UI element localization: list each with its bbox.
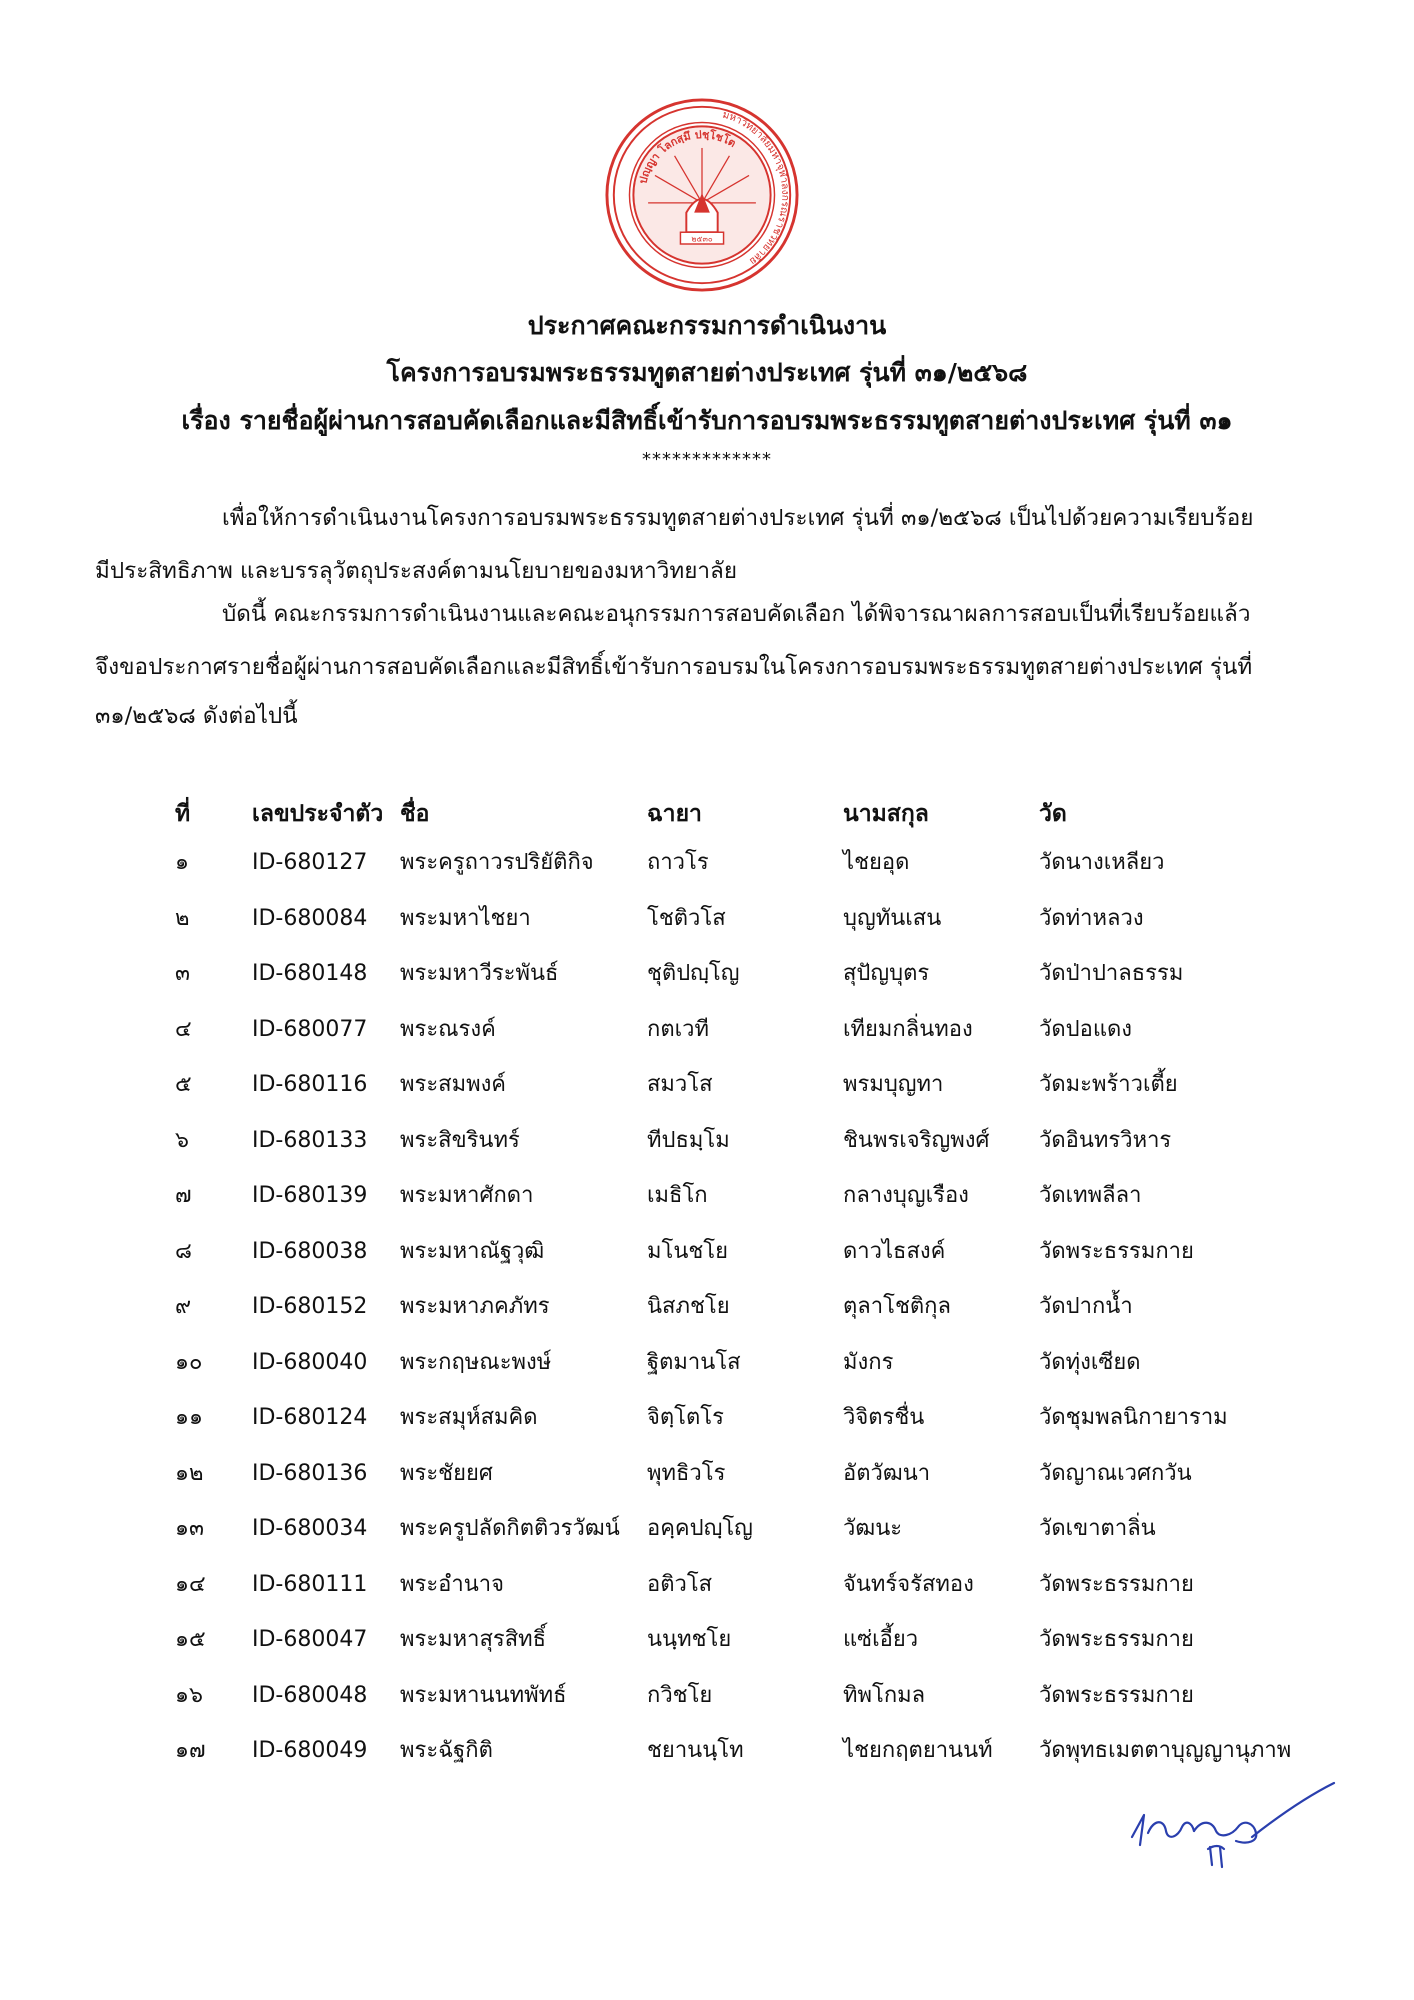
paragraph-1-line-2: มีประสิทธิภาพ และบรรลุวัตถุประสงค์ตามนโยบายของมหาวิทยาลัย — [95, 558, 737, 584]
paragraph-1-line-1: เพื่อให้การดำเนินงานโครงการอบรมพระธรรมทูตสายต่างประเทศ รุ่นที่ ๓๑/๒๕๖๘ เป็นไปด้วยความเรียบร้อย — [222, 505, 1254, 531]
table-row — [0, 1343, 1414, 1383]
table-row — [0, 1176, 1414, 1216]
name: พระครูถาวรปริยัติกิจ — [400, 850, 594, 875]
monastic-name: กวิชโย — [647, 1682, 713, 1708]
id-number: ID-680034 — [252, 1516, 368, 1541]
paragraph-2-line-1: บัดนี้ คณะกรรมการดำเนินงานและคณะอนุกรรมการสอบคัดเลือก ได้พิจารณาผลการสอบเป็นที่เรียบร้อยแล้ว — [222, 601, 1251, 627]
signature-icon — [1120, 1775, 1340, 1875]
id-number: ID-680111 — [252, 1571, 368, 1597]
paragraph-2-line-2: จึงขอประกาศรายชื่อผู้ผ่านการสอบคัดเลือกและมีสิทธิ์เข้ารับการอบรมในโครงการอบรมพระธรรมทูตสายต่างประเทศ รุ่นที่ — [95, 654, 1253, 680]
monastic-name: กตเวที — [647, 1016, 709, 1042]
surname: อัตวัฒนา — [843, 1460, 931, 1486]
subject-line: เรื่อง รายชื่อผู้ผ่านการสอบคัดเลือกและมีสิทธิ์เข้ารับการอบรมพระธรรมทูตสายต่างประเทศ รุ่นที่ ๓๑ — [181, 406, 1233, 435]
row-number: ๑๐ — [175, 1349, 203, 1375]
row-number: ๗ — [175, 1183, 192, 1208]
name: พระมหาไชยา — [400, 905, 531, 931]
monastic-name: จิตฺโตโร — [647, 1405, 724, 1430]
row-number: ๕ — [175, 1072, 192, 1097]
row-number: ๙ — [175, 1294, 192, 1319]
monastic-name: มโนชโย — [647, 1238, 728, 1264]
surname: วิจิตรชื่น — [843, 1405, 925, 1430]
row-number: ๔ — [175, 1016, 192, 1042]
table-row — [0, 1232, 1414, 1272]
id-number: ID-680077 — [252, 1016, 368, 1042]
id-number: ID-680127 — [252, 850, 368, 875]
header-no: ที่ — [175, 801, 191, 827]
temple: วัดพระธรรมกาย — [1039, 1627, 1194, 1652]
name: พระมหาวีระพันธ์ — [400, 961, 559, 986]
header-temple: วัด — [1039, 801, 1067, 827]
surname: ไชยกฤตยานนท์ — [843, 1738, 993, 1763]
row-number: ๑๕ — [175, 1627, 206, 1652]
name: พระครูปลัดกิตติวรวัฒน์ — [400, 1516, 620, 1541]
table-row — [0, 1454, 1414, 1494]
surname: ตุลาโชติกุล — [843, 1294, 951, 1319]
id-number: ID-680133 — [252, 1127, 368, 1153]
temple: วัดมะพร้าวเตี้ย — [1039, 1072, 1178, 1097]
header-id: เลขประจำตัว — [252, 801, 384, 827]
temple: วัดพุทธเมตตาบุญญานุภาพ — [1039, 1738, 1292, 1763]
table-header-row — [0, 794, 1414, 834]
row-number: ๓ — [175, 961, 191, 986]
seal-top-text: ปญฺญา โลกสฺมึ ปชฺโชโต — [636, 128, 739, 186]
id-number: ID-680048 — [252, 1682, 368, 1708]
name: พระมหาณัฐวุฒิ — [400, 1238, 545, 1264]
row-number: ๑๑ — [175, 1405, 203, 1430]
row-number: ๑๔ — [175, 1571, 206, 1597]
table-row — [0, 1620, 1414, 1660]
temple: วัดปอแดง — [1039, 1016, 1133, 1042]
name: พระสมพงค์ — [400, 1072, 507, 1097]
name: พระสมุห์สมคิด — [400, 1405, 538, 1430]
surname: ดาวไธสงค์ — [843, 1238, 946, 1264]
row-number: ๑๗ — [175, 1738, 206, 1763]
monastic-name: นิสภชโย — [647, 1294, 730, 1319]
surname: ไชยอุด — [843, 850, 910, 875]
name: พระชัยยศ — [400, 1460, 493, 1486]
id-number: ID-680038 — [252, 1238, 368, 1264]
surname: บุญทันเสน — [843, 905, 942, 931]
id-number: ID-680148 — [252, 961, 368, 986]
table-row — [0, 899, 1414, 939]
name: พระณรงค์ — [400, 1016, 496, 1042]
row-number: ๖ — [175, 1127, 189, 1153]
temple: วัดพระธรรมกาย — [1039, 1571, 1194, 1597]
row-number: ๒ — [175, 905, 190, 931]
table-row — [0, 1676, 1414, 1716]
surname: ทิพโกมล — [843, 1682, 926, 1708]
temple: วัดพระธรรมกาย — [1039, 1238, 1194, 1264]
monastic-name: นนฺทชโย — [647, 1627, 732, 1652]
temple: วัดท่าหลวง — [1039, 905, 1144, 931]
temple: วัดเทพลีลา — [1039, 1183, 1142, 1208]
paragraph-2-line-3: ๓๑/๒๕๖๘ ดังต่อไปนี้ — [95, 703, 298, 729]
temple: วัดอินทรวิหาร — [1039, 1127, 1172, 1153]
name: พระสิขรินทร์ — [400, 1127, 520, 1153]
row-number: ๑๒ — [175, 1460, 204, 1486]
seal-ring-text: มหาวิทยาลัยมหาจุฬาลงกรณราชวิทยาลัย — [721, 108, 792, 268]
header-surname: นามสกุล — [843, 801, 929, 827]
row-number: ๑๖ — [175, 1682, 203, 1708]
id-number: ID-680124 — [252, 1405, 368, 1430]
name: พระฉัฐกิติ — [400, 1738, 493, 1763]
temple: วัดญาณเวศกวัน — [1039, 1460, 1192, 1486]
surname: ชินพรเจริญพงศ์ — [843, 1127, 990, 1153]
monastic-name: เมธิโก — [647, 1183, 708, 1208]
monastic-name: ชุติปญฺโญ — [647, 961, 740, 986]
name: พระมหาศักดา — [400, 1183, 534, 1208]
table-row — [0, 1565, 1414, 1605]
temple: วัดทุ่งเซียด — [1039, 1349, 1141, 1375]
temple: วัดพระธรรมกาย — [1039, 1682, 1194, 1708]
id-number: ID-680049 — [252, 1738, 368, 1763]
id-number: ID-680139 — [252, 1183, 368, 1208]
monastic-name: สมวโส — [647, 1072, 713, 1097]
name: พระกฤษณะพงษ์ — [400, 1349, 552, 1375]
table-row — [0, 1509, 1414, 1549]
project-title: โครงการอบรมพระธรรมทูตสายต่างประเทศ รุ่นที่ ๓๑/๒๕๖๘ — [386, 358, 1028, 387]
id-number: ID-680116 — [252, 1072, 368, 1097]
id-number: ID-680152 — [252, 1294, 368, 1319]
monastic-name: โชติวโส — [647, 905, 726, 931]
seal-year: ๒๕๓๐ — [691, 234, 713, 244]
temple: วัดเขาตาลิ่น — [1039, 1516, 1156, 1541]
surname: จันทร์จรัสทอง — [843, 1571, 974, 1597]
temple: วัดชุมพลนิกายาราม — [1039, 1405, 1228, 1430]
monastic-name: อติวโส — [647, 1571, 713, 1597]
surname: มังกร — [843, 1349, 894, 1375]
monastic-name: พุทธิวโร — [647, 1460, 726, 1486]
row-number: ๑๓ — [175, 1516, 205, 1541]
surname: เทียมกลิ่นทอง — [843, 1016, 973, 1042]
table-row — [0, 843, 1414, 883]
name: พระอำนาจ — [400, 1571, 504, 1597]
row-number: ๘ — [175, 1238, 192, 1264]
name: พระมหาสุรสิทธิ์ — [400, 1627, 547, 1652]
monastic-name: ชยานนฺโท — [647, 1738, 744, 1763]
header-name: ชื่อ — [400, 801, 430, 827]
table-row — [0, 1398, 1414, 1438]
name: พระมหานนทพัทธ์ — [400, 1682, 567, 1708]
table-row — [0, 1731, 1414, 1771]
temple: วัดปากน้ำ — [1039, 1294, 1133, 1319]
monastic-name: ฐิตมานโส — [647, 1349, 741, 1375]
announcement-title: ประกาศคณะกรรมการดำเนินงาน — [527, 311, 887, 340]
table-row — [0, 1287, 1414, 1327]
surname: กลางบุญเรือง — [843, 1183, 969, 1208]
header-monastic-name: ฉายา — [647, 801, 702, 827]
monastic-name: อคฺคปญฺโญ — [647, 1516, 753, 1541]
separator: ************* — [642, 449, 772, 470]
table-row — [0, 1065, 1414, 1105]
surname: พรมบุญทา — [843, 1072, 944, 1097]
temple: วัดนางเหลียว — [1039, 850, 1165, 875]
monastic-name: ทีปธมฺโม — [647, 1127, 730, 1153]
name: พระมหาภคภัทร — [400, 1294, 550, 1319]
id-number: ID-680136 — [252, 1460, 368, 1486]
temple: วัดป่าปาลธรรม — [1039, 961, 1184, 986]
surname: สุปัญบุตร — [843, 961, 930, 986]
university-seal-icon — [604, 97, 800, 293]
surname: วัฒนะ — [843, 1516, 903, 1541]
surname: แซ่เอี้ยว — [843, 1627, 919, 1652]
table-row — [0, 1121, 1414, 1161]
table-row — [0, 1010, 1414, 1050]
row-number: ๑ — [175, 850, 189, 875]
id-number: ID-680084 — [252, 905, 368, 931]
id-number: ID-680040 — [252, 1349, 368, 1375]
table-row — [0, 954, 1414, 994]
id-number: ID-680047 — [252, 1627, 368, 1652]
monastic-name: ถาวโร — [647, 850, 709, 875]
